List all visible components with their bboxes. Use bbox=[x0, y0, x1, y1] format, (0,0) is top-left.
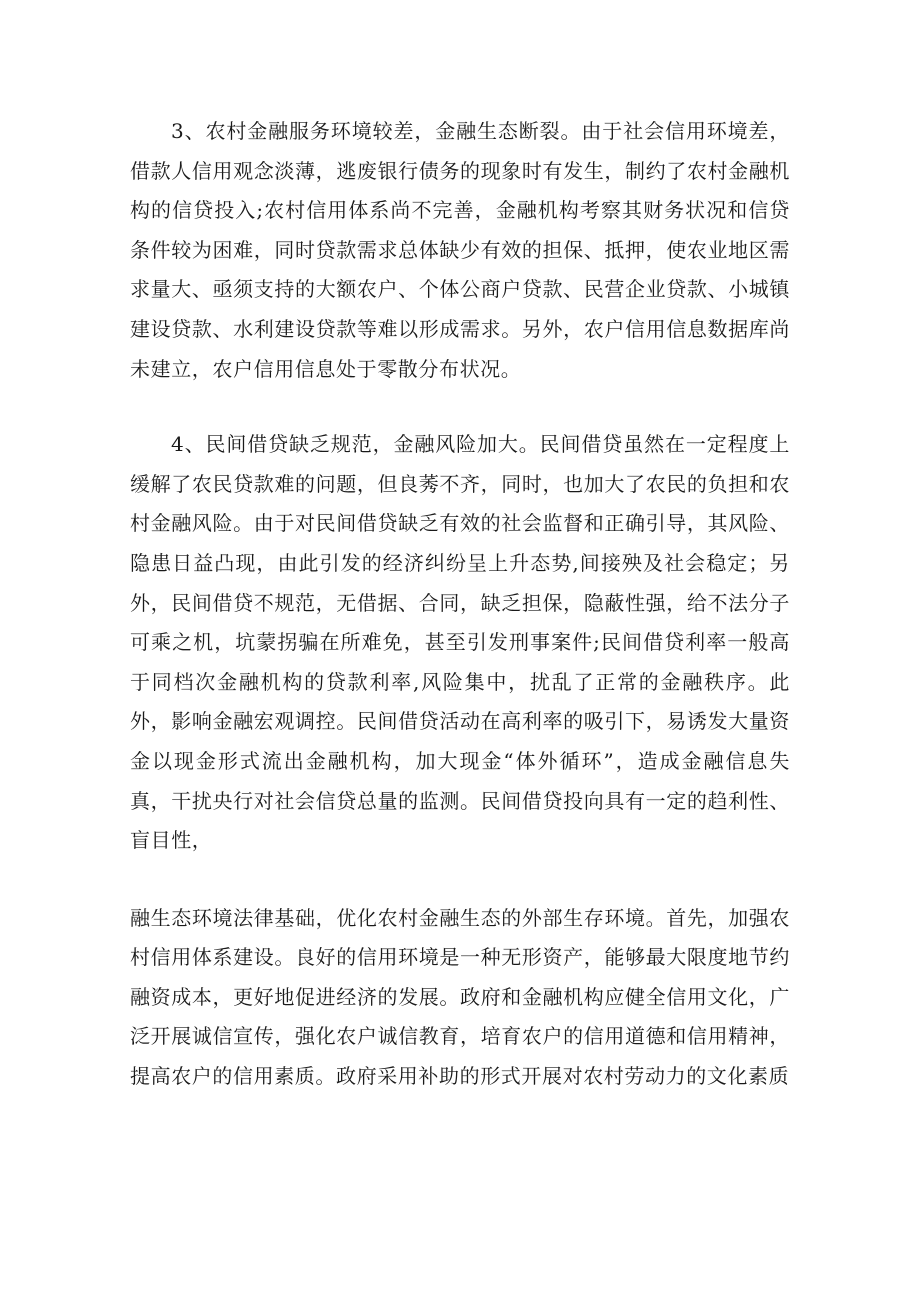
document-page bbox=[130, 112, 790, 1097]
paragraph-legal-foundation: 融生态环境法律基础，优化农村金融生态的外部生存环境。首先，加强农村信用体系建设。良好的信用环境是一种无形资产，能够最大限度地节约融资成本，更好地促进经济的发展。政府和金融机构应健全信用文化，广泛开展诚信宣传，强化农户诚信教育，培育农户的信用道德和信用精神，提高农户的信用素质。政府采用补助的形式开展对农村劳动力的文化素质 bbox=[130, 905, 790, 1089]
paragraph-private-lending: 4、民间借贷缺乏规范，金融风险加大。民间借贷虽然在一定程度上缓解了农民贷款难的问题，但良莠不齐，同时，也加大了农民的负担和农村金融风险。由于对民间借贷缺乏有效的社会监督和正确引导，其风险、隐患日益凸现，由此引发的经济纠纷呈上升态势,间接殃及社会稳定；另外，民间借贷不规范，无借据、合同，缺乏担保，隐蔽性强，给不法分子可乘之机，坑蒙拐骗在所难免，甚至引发刑事案件;民间借贷利率一般高于同档次金融机构的贷款利率,风险集中，扰乱了正常的金融秩序。此外，影响金融宏观调控。民间借贷活动在高利率的吸引下，易诱发大量资金以现金形式流出金融机构，加大现金“体外循环”，造成金融信息失真，干扰央行对社会信贷总量的监测。民间借贷投向具有一定的趋利性、盲目性， bbox=[130, 432, 790, 853]
paragraph-rural-finance-environment: 3、农村金融服务环境较差，金融生态断裂。由于社会信用环境差，借款人信用观念淡薄，逃废银行债务的现象时有发生，制约了农村金融机构的信贷投入;农村信用体系尚不完善，金融机构考察其财务状况和信贷条件较为困难，同时贷款需求总体缺少有效的担保、抵押，使农业地区需求量大、亟须支持的大额农户、个体公商户贷款、民营企业贷款、小城镇建设贷款、水利建设贷款等难以形成需求。另外，农户信用信息数据库尚未建立，农户信用信息处于零散分布状况。 bbox=[130, 119, 790, 381]
